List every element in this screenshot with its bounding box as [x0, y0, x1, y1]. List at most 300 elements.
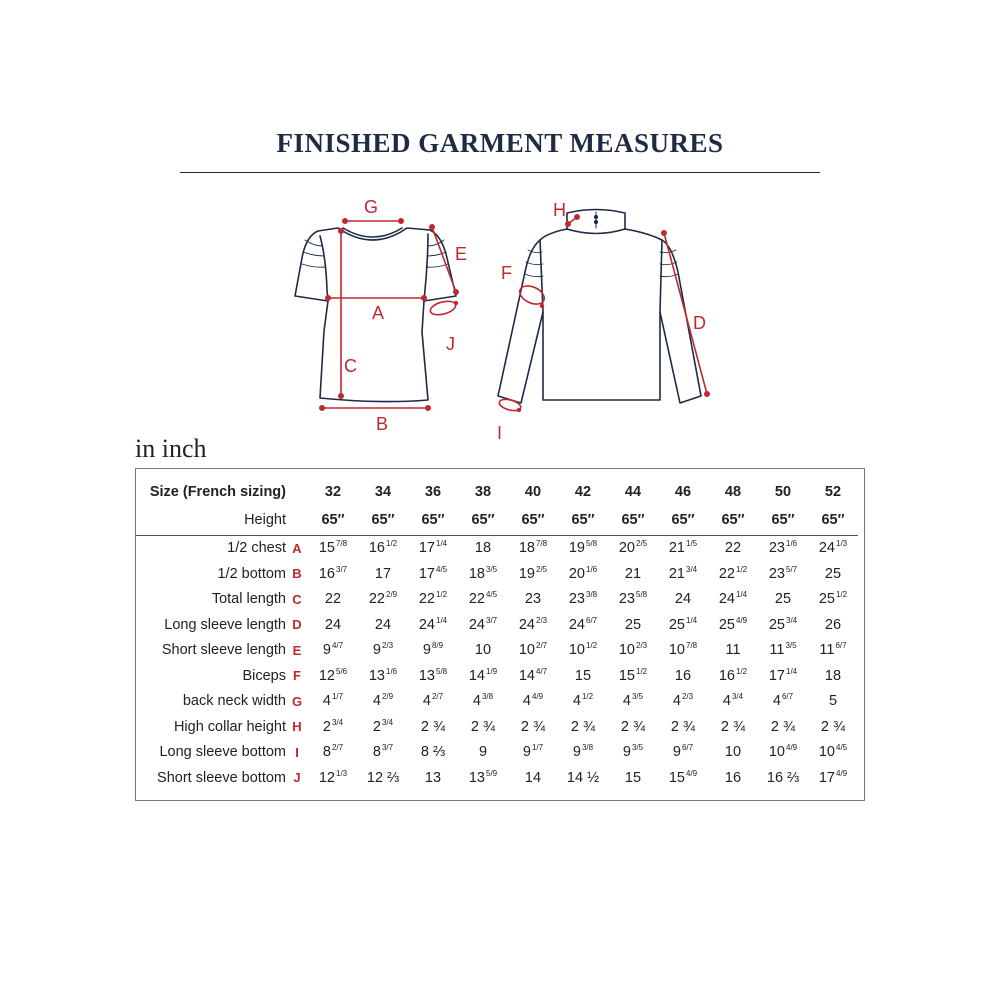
table-cell	[508, 612, 558, 638]
table-row	[136, 535, 858, 561]
table-cell	[608, 740, 658, 766]
table-cell	[708, 714, 758, 740]
cell-whole: 17	[818, 769, 835, 786]
cell-whole: 25	[818, 591, 835, 608]
cell-whole: 4	[772, 693, 781, 710]
height-header-row	[136, 505, 858, 536]
cell-whole: 15	[668, 769, 685, 786]
cell-whole: 17	[768, 667, 785, 684]
row-letter: D	[292, 617, 302, 633]
cell-whole: 15	[574, 667, 592, 684]
cell-whole: 11	[769, 642, 785, 659]
cell-whole: 22	[418, 591, 435, 608]
cell-fraction: 4/5	[486, 590, 498, 600]
table-cell	[808, 587, 858, 613]
label-c: C	[344, 356, 357, 376]
cell-whole: 18	[824, 667, 842, 684]
cell-fraction: 4/9	[736, 615, 748, 625]
table-cell	[408, 765, 458, 791]
cell-whole: 4	[472, 693, 481, 710]
table-row	[136, 612, 858, 638]
table-cell	[508, 714, 558, 740]
cell-whole: 9	[478, 744, 488, 761]
table-cell	[358, 612, 408, 638]
table-cell	[708, 638, 758, 664]
table-cell	[608, 535, 658, 561]
cell-whole: 14	[518, 667, 535, 684]
cell-fraction: 3/5	[785, 641, 797, 651]
cell-whole: 12	[318, 769, 335, 786]
height-header-cell: 65″	[758, 505, 808, 536]
row-label: 1/2 chest	[227, 540, 286, 557]
cell-whole: 16 ⅔	[766, 769, 800, 786]
size-header-row	[136, 479, 858, 505]
cell-fraction: 2/7	[431, 692, 444, 702]
cell-whole: 9	[672, 744, 681, 761]
label-i: I	[497, 423, 503, 440]
table-cell	[458, 689, 508, 715]
height-header-cell: 65″	[808, 505, 858, 536]
table-cell	[758, 612, 808, 638]
cell-whole: 4	[422, 693, 431, 710]
size-header-cell: 40	[524, 483, 542, 500]
height-header-cell: 65″	[508, 505, 558, 536]
table-cell	[458, 561, 508, 587]
cell-fraction: 1/2	[636, 666, 648, 676]
table-cell	[758, 561, 808, 587]
cell-fraction: 1/4	[436, 615, 448, 625]
cell-whole: 2 ¾	[570, 718, 596, 735]
table-cell	[808, 561, 858, 587]
table-cell	[708, 535, 758, 561]
page-title: FINISHED GARMENT MEASURES	[276, 128, 724, 158]
table-cell	[308, 638, 358, 664]
cell-whole: 10	[618, 642, 635, 659]
cell-fraction: 6/7	[586, 615, 598, 625]
label-d: D	[693, 313, 706, 333]
cell-fraction: 4/5	[436, 564, 448, 574]
cell-fraction: 2/7	[331, 743, 344, 753]
cell-whole: 20	[568, 565, 585, 582]
table-cell	[758, 587, 808, 613]
cell-fraction: 3/4	[686, 564, 698, 574]
row-label: 1/2 bottom	[217, 565, 286, 582]
cell-fraction: 2/3	[536, 615, 548, 625]
cell-fraction: 3/4	[786, 615, 798, 625]
table-cell	[308, 714, 358, 740]
height-header-cell: 65″	[308, 505, 358, 536]
cell-whole: 13	[424, 769, 442, 786]
cell-whole: 2 ¾	[720, 718, 746, 735]
measure-line-e	[432, 227, 456, 292]
cell-whole: 22	[718, 565, 735, 582]
table-cell	[708, 765, 758, 791]
row-letter: E	[292, 642, 302, 658]
cell-fraction: 4/9	[836, 768, 848, 778]
table-cell	[508, 535, 558, 561]
cell-whole: 8 ⅔	[420, 744, 446, 761]
cell-fraction: 2/7	[536, 641, 548, 651]
table-cell	[358, 740, 408, 766]
cell-whole: 11	[725, 642, 741, 659]
table-cell	[808, 663, 858, 689]
cell-fraction: 3/5	[486, 564, 498, 574]
table-cell	[508, 587, 558, 613]
table-cell	[408, 689, 458, 715]
cell-whole: 9	[372, 642, 381, 659]
table-cell	[308, 689, 358, 715]
table-cell	[808, 612, 858, 638]
cell-whole: 9	[572, 744, 581, 761]
cell-whole: 23	[768, 540, 785, 557]
cell-whole: 9	[422, 642, 431, 659]
table-cell	[558, 535, 608, 561]
cell-fraction: 1/9	[486, 666, 498, 676]
height-header-label: Height	[136, 505, 286, 536]
row-letter: H	[292, 719, 302, 735]
table-cell	[358, 535, 408, 561]
size-header-cell: 38	[474, 483, 492, 500]
table-cell	[758, 638, 808, 664]
cell-whole: 24	[374, 616, 392, 633]
cell-whole: 2 ¾	[520, 718, 546, 735]
table-cell	[658, 535, 708, 561]
cell-fraction: 1/2	[736, 564, 748, 574]
table-cell	[508, 561, 558, 587]
garment-diagram	[0, 0, 1000, 440]
cell-fraction: 3/7	[486, 615, 498, 625]
row-label: Short sleeve length	[161, 642, 286, 659]
cell-fraction: 1/2	[836, 590, 848, 600]
cell-whole: 10	[518, 642, 535, 659]
table-row	[136, 561, 858, 587]
cell-whole: 17	[418, 540, 435, 557]
cell-fraction: 8/9	[431, 641, 444, 651]
cell-whole: 24	[324, 616, 342, 633]
cell-fraction: 1/2	[581, 692, 594, 702]
table-cell	[358, 587, 408, 613]
table-cell	[658, 561, 708, 587]
table-cell	[558, 561, 608, 587]
height-header-cell: 65″	[358, 505, 408, 536]
table-row	[136, 587, 858, 613]
cell-fraction: 3/4	[381, 717, 394, 727]
table-cell	[758, 663, 808, 689]
table-cell	[408, 740, 458, 766]
row-label: Short sleeve bottom	[157, 769, 286, 786]
cell-whole: 4	[572, 693, 581, 710]
table-cell	[308, 561, 358, 587]
table-cell	[658, 740, 708, 766]
cell-whole: 19	[568, 540, 585, 557]
row-letter: F	[293, 668, 301, 684]
cell-whole: 8	[372, 744, 381, 761]
table-cell	[808, 535, 858, 561]
cell-fraction: 4/9	[786, 743, 798, 753]
table-cell	[558, 612, 608, 638]
size-header-cell: 36	[424, 483, 442, 500]
cell-fraction: 1/5	[686, 539, 698, 549]
table-cell	[408, 587, 458, 613]
cell-whole: 2	[372, 718, 381, 735]
cell-fraction: 3/8	[581, 743, 594, 753]
height-header-cell: 65″	[658, 505, 708, 536]
cell-whole: 16	[368, 540, 385, 557]
table-cell	[358, 663, 408, 689]
cell-whole: 14	[468, 667, 485, 684]
label-g: G	[364, 197, 379, 217]
table-cell	[658, 612, 708, 638]
table-cell	[458, 740, 508, 766]
label-f: F	[501, 263, 512, 283]
table-cell	[308, 535, 358, 561]
cell-whole: 24	[568, 616, 585, 633]
height-header-cell: 65″	[408, 505, 458, 536]
cell-fraction: 3/4	[731, 692, 744, 702]
table-cell	[458, 612, 508, 638]
height-header-cell: 65″	[708, 505, 758, 536]
cell-whole: 13	[368, 667, 385, 684]
cell-whole: 24	[418, 616, 435, 633]
cell-whole: 23	[768, 565, 785, 582]
cell-whole: 19	[518, 565, 535, 582]
row-label: Long sleeve bottom	[159, 744, 286, 761]
cell-whole: 22	[468, 591, 485, 608]
cell-whole: 15	[318, 540, 335, 557]
cell-fraction: 3/7	[336, 564, 348, 574]
table-cell	[708, 663, 758, 689]
cell-fraction: 5/8	[586, 539, 598, 549]
cell-fraction: 2/3	[681, 692, 694, 702]
cell-fraction: 3/7	[381, 743, 394, 753]
cell-fraction: 2/9	[386, 590, 398, 600]
table-cell	[558, 740, 608, 766]
table-cell	[808, 689, 858, 715]
cell-whole: 2 ¾	[420, 718, 446, 735]
cell-whole: 22	[368, 591, 385, 608]
table-cell	[408, 561, 458, 587]
cell-whole: 4	[322, 693, 331, 710]
table-cell	[358, 714, 408, 740]
table-cell	[608, 612, 658, 638]
row-label: back neck width	[182, 693, 286, 710]
table-cell	[608, 689, 658, 715]
cell-whole: 14 ½	[566, 769, 600, 786]
table-cell	[408, 663, 458, 689]
row-letter: G	[291, 693, 303, 709]
cell-fraction: 5/9	[486, 768, 498, 778]
size-header-cell: 50	[774, 483, 792, 500]
cell-fraction: 2/3	[381, 641, 394, 651]
cell-fraction: 1/3	[836, 539, 848, 549]
table-cell	[458, 765, 508, 791]
cell-fraction: 1/6	[586, 564, 598, 574]
table-row	[136, 638, 858, 664]
size-header-label: Size (French sizing)	[149, 483, 286, 500]
table-cell	[808, 714, 858, 740]
table-cell	[458, 587, 508, 613]
cell-whole: 17	[418, 565, 435, 582]
cell-fraction: 2/9	[381, 692, 394, 702]
cell-fraction: 1/3	[336, 768, 348, 778]
table-cell	[808, 638, 858, 664]
cell-whole: 4	[722, 693, 731, 710]
cell-fraction: 4/5	[836, 743, 848, 753]
cell-fraction: 4/7	[331, 641, 344, 651]
cell-whole: 25	[668, 616, 685, 633]
cell-fraction: 3/4	[331, 717, 344, 727]
table-cell	[308, 740, 358, 766]
table-cell	[408, 535, 458, 561]
cell-whole: 5	[828, 693, 838, 710]
table-cell	[458, 638, 508, 664]
row-letter: I	[295, 744, 299, 760]
cell-whole: 15	[624, 769, 642, 786]
cell-whole: 24	[468, 616, 485, 633]
size-header-cell: 32	[324, 483, 342, 500]
cell-fraction: 6/7	[681, 743, 694, 753]
cell-fraction: 2/5	[536, 564, 548, 574]
cell-whole: 4	[522, 693, 531, 710]
cell-fraction: 4/7	[536, 666, 548, 676]
cell-whole: 12	[318, 667, 335, 684]
table-cell	[458, 714, 508, 740]
cell-whole: 16	[724, 769, 742, 786]
cell-whole: 24	[674, 591, 692, 608]
cell-whole: 20	[618, 540, 635, 557]
cell-whole: 2 ¾	[620, 718, 646, 735]
cell-whole: 25	[774, 591, 792, 608]
cell-fraction: 5/6	[336, 666, 348, 676]
table-cell	[408, 612, 458, 638]
cell-whole: 12 ⅔	[366, 769, 400, 786]
table-cell	[558, 587, 608, 613]
table-cell	[358, 689, 408, 715]
cell-whole: 16	[318, 565, 335, 582]
size-header-cell: 46	[674, 483, 692, 500]
table-cell	[308, 663, 358, 689]
row-label: Total length	[211, 591, 286, 608]
height-header-cell: 65″	[608, 505, 658, 536]
cell-fraction: 1/4	[686, 615, 698, 625]
table-cell	[758, 689, 808, 715]
cell-fraction: 1/4	[786, 666, 798, 676]
cell-whole: 23	[524, 591, 542, 608]
cell-fraction: 1/4	[436, 539, 448, 549]
table-cell	[808, 765, 858, 791]
cell-whole: 9	[322, 642, 331, 659]
cell-fraction: 3/8	[586, 590, 598, 600]
cell-whole: 18	[518, 540, 535, 557]
table-cell	[558, 714, 608, 740]
cell-whole: 18	[474, 540, 492, 557]
cell-whole: 21	[668, 565, 685, 582]
cell-whole: 16	[674, 667, 692, 684]
table-cell	[608, 561, 658, 587]
cell-whole: 25	[624, 616, 642, 633]
size-header-cell: 52	[824, 483, 842, 500]
cell-whole: 10	[474, 642, 492, 659]
table-cell	[658, 663, 708, 689]
unit-label: in inch	[135, 434, 207, 463]
table-cell	[508, 765, 558, 791]
label-a: A	[372, 303, 385, 323]
cell-whole: 25	[768, 616, 785, 633]
cell-fraction: 7/8	[536, 539, 548, 549]
table-row	[136, 663, 858, 689]
table-cell	[458, 535, 508, 561]
table-cell	[508, 663, 558, 689]
table-cell	[608, 714, 658, 740]
table-cell	[758, 740, 808, 766]
cell-fraction: 4/9	[686, 768, 698, 778]
table-cell	[608, 587, 658, 613]
cell-fraction: 5/8	[436, 666, 448, 676]
cell-whole: 2 ¾	[470, 718, 496, 735]
table-cell	[558, 765, 608, 791]
table-row	[136, 714, 858, 740]
size-header-cell: 48	[724, 483, 742, 500]
row-label: High collar height	[173, 718, 286, 735]
row-letter: J	[293, 770, 301, 786]
cell-whole: 4	[622, 693, 631, 710]
cell-whole: 17	[374, 565, 392, 582]
table-cell	[308, 765, 358, 791]
cell-fraction: 1/7	[331, 692, 344, 702]
table-cell	[658, 689, 708, 715]
row-letter: A	[292, 540, 302, 556]
cell-fraction: 1/2	[436, 590, 448, 600]
table-cell	[708, 612, 758, 638]
table-cell	[708, 689, 758, 715]
cell-fraction: 3/5	[631, 743, 644, 753]
cell-whole: 24	[818, 540, 835, 557]
label-h: H	[553, 200, 566, 220]
measure-loop-j	[429, 299, 457, 317]
cell-whole: 23	[618, 591, 635, 608]
cell-whole: 9	[622, 744, 631, 761]
table-cell	[558, 689, 608, 715]
cell-fraction: 1/2	[386, 539, 398, 549]
size-header-cell: 44	[624, 483, 642, 500]
row-letter: B	[292, 566, 302, 582]
cell-fraction: 1/6	[786, 539, 798, 549]
table-cell	[508, 740, 558, 766]
cell-fraction: 1/2	[736, 666, 748, 676]
cell-whole: 25	[718, 616, 735, 633]
cell-whole: 14	[524, 769, 542, 786]
table-cell	[608, 765, 658, 791]
table-cell	[508, 638, 558, 664]
cell-whole: 21	[668, 540, 685, 557]
table-cell	[358, 561, 408, 587]
table-cell	[658, 765, 708, 791]
cell-fraction: 2/3	[636, 641, 648, 651]
label-b: B	[376, 414, 389, 434]
size-header-cell: 42	[574, 483, 592, 500]
cell-whole: 21	[624, 565, 642, 582]
cell-whole: 10	[568, 642, 585, 659]
table-cell	[708, 561, 758, 587]
table-cell	[758, 535, 808, 561]
cell-fraction: 6/7	[781, 692, 794, 702]
cell-fraction: 1/6	[386, 666, 398, 676]
cell-whole: 10	[668, 642, 685, 659]
row-letter: C	[292, 591, 302, 607]
table-row	[136, 740, 858, 766]
cell-whole: 23	[568, 591, 585, 608]
cell-fraction: 1/2	[586, 641, 598, 651]
